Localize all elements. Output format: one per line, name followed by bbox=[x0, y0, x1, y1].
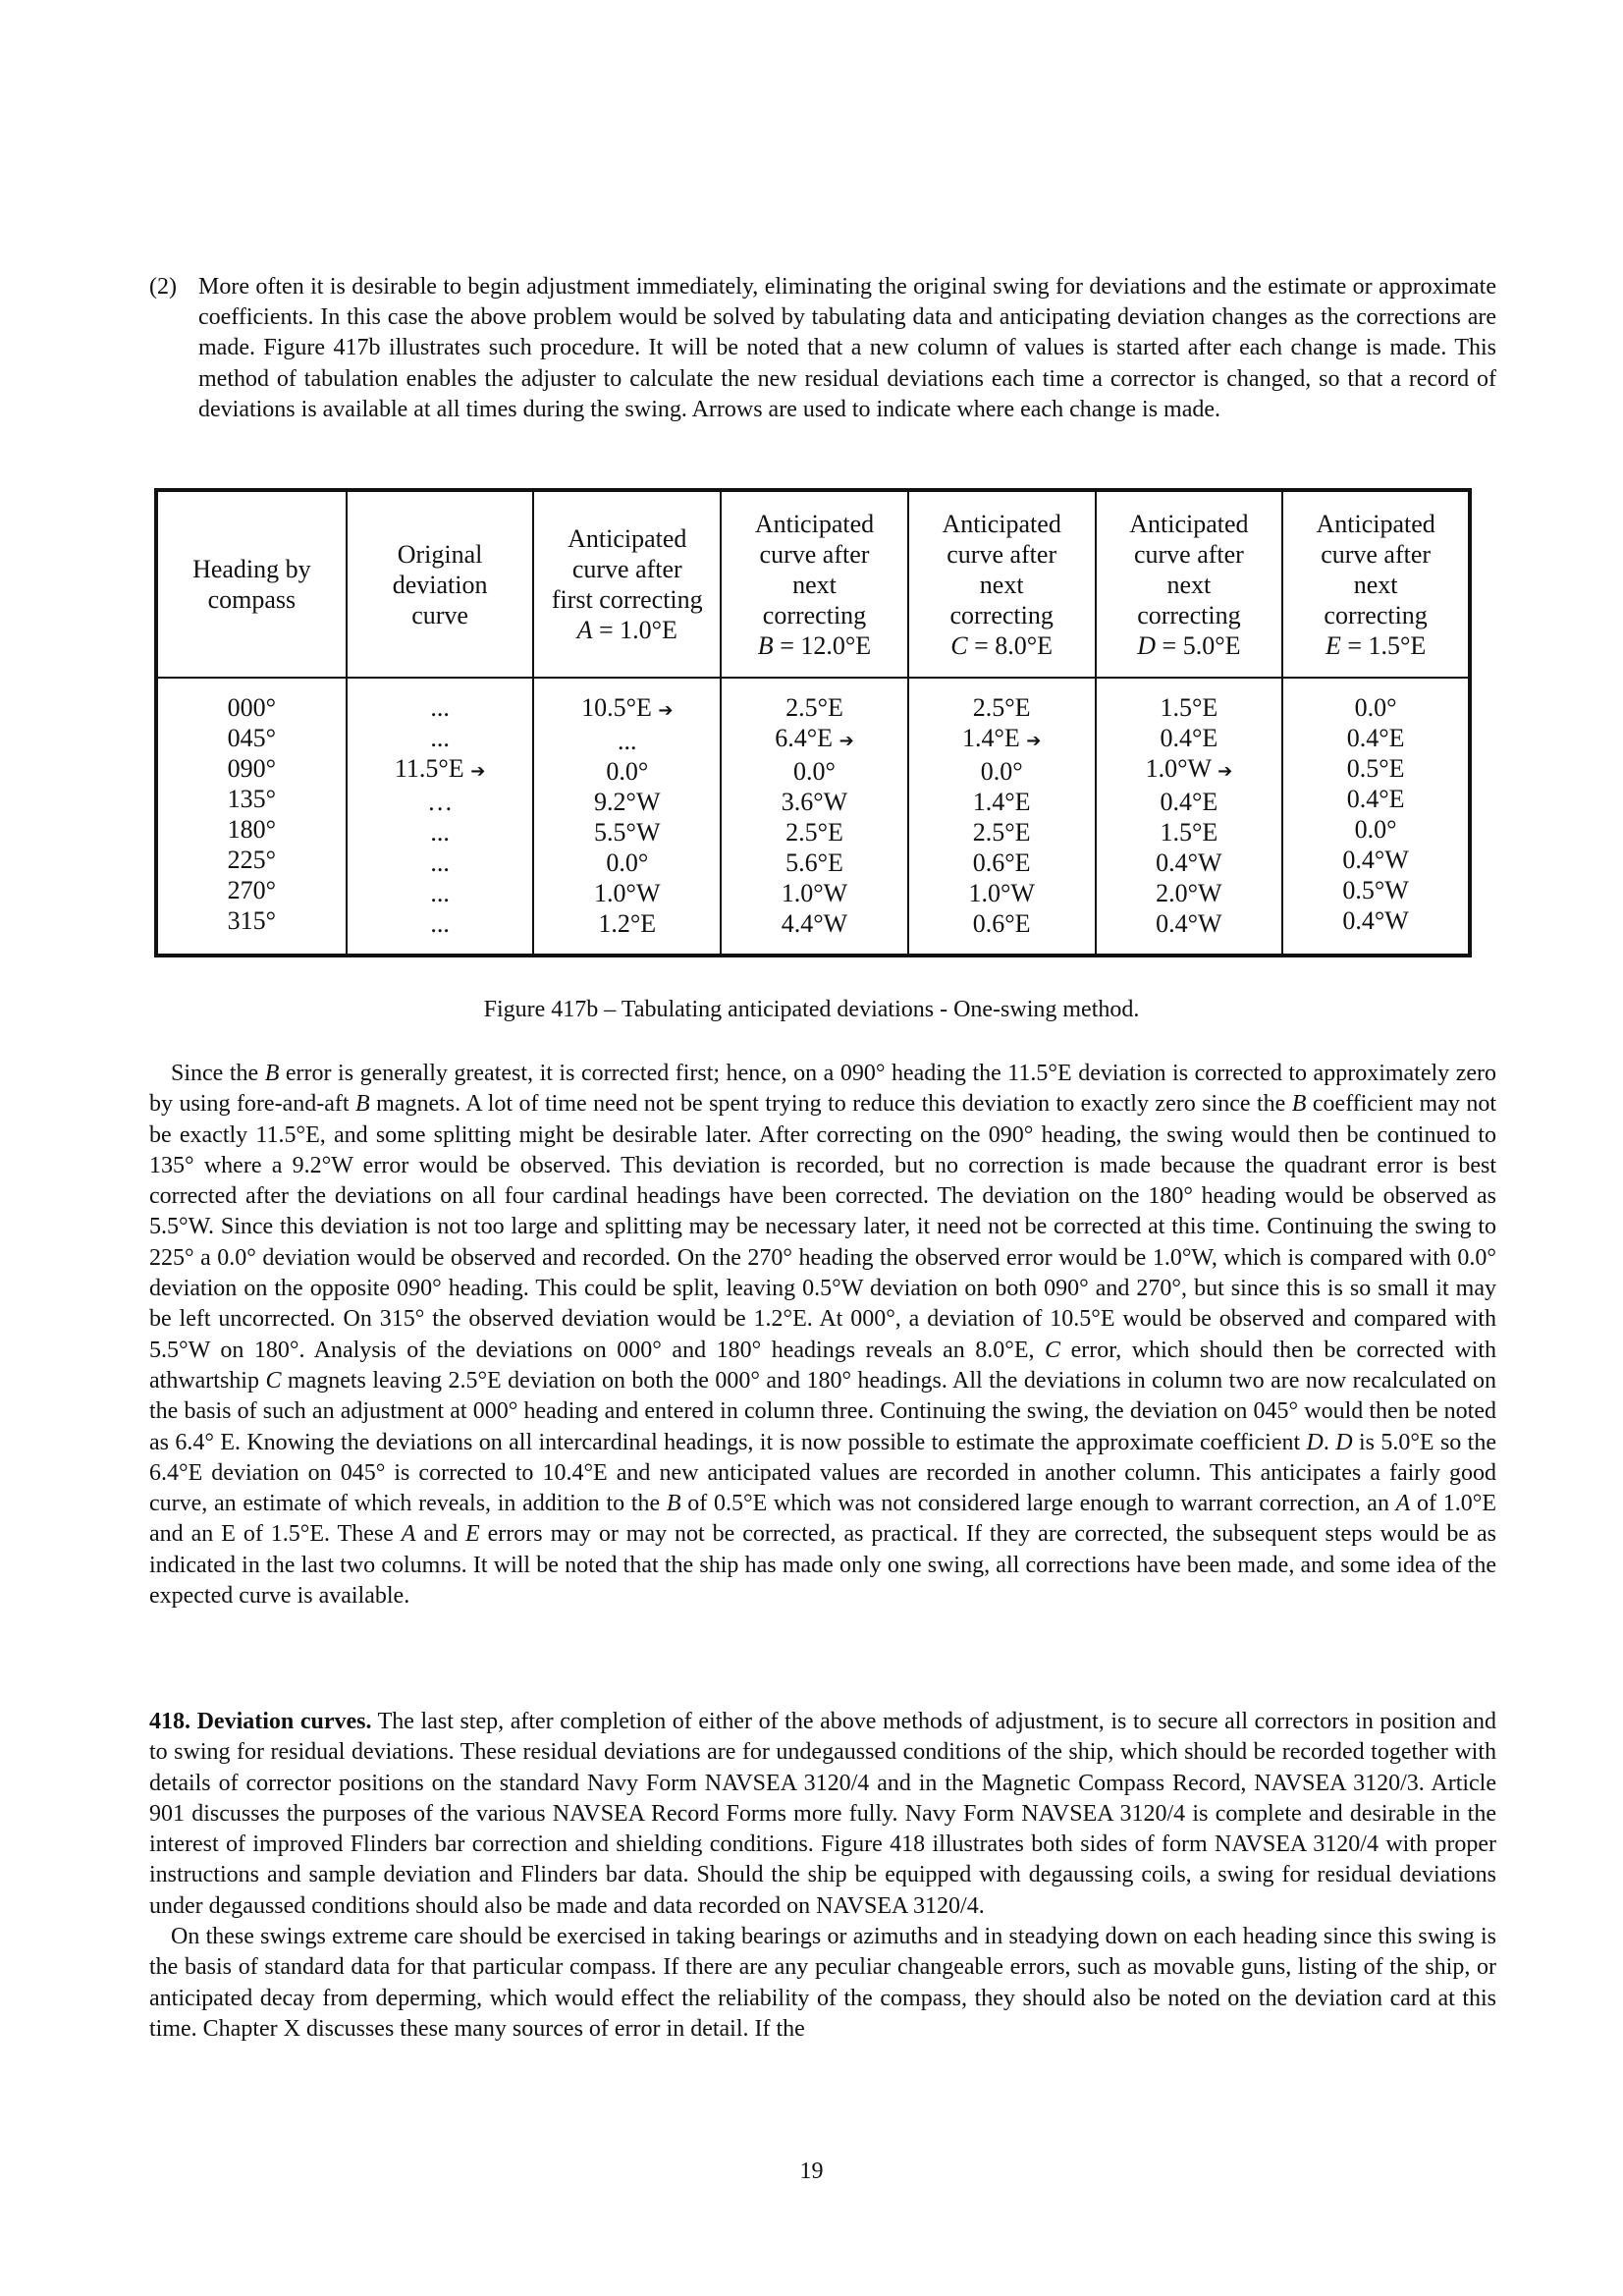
body-text-1 bbox=[149, 1059, 1496, 1612]
table-cell: 1.0°W bbox=[968, 879, 1035, 907]
section-number: 418 bbox=[149, 1709, 185, 1734]
column-header-line: Heading by bbox=[192, 555, 311, 583]
italic-coefficient: B bbox=[264, 1061, 280, 1086]
column-header bbox=[533, 490, 721, 678]
table-cell: 0.6°E bbox=[972, 909, 1031, 938]
table-cell: … bbox=[427, 788, 454, 816]
table-cell: 0.6°E bbox=[972, 848, 1031, 877]
column-header-line: Anticipated bbox=[568, 524, 687, 553]
table-cell: 11.5°E ➔ bbox=[394, 754, 486, 783]
column-header-line: correcting bbox=[1324, 600, 1428, 629]
italic-coefficient: D bbox=[1335, 1429, 1353, 1455]
table-cell: 1.0°W bbox=[594, 879, 661, 907]
column-header-line: curve after bbox=[1133, 539, 1244, 569]
column-header-line: curve after bbox=[947, 539, 1057, 569]
deviation-table bbox=[154, 488, 1472, 957]
intro-number: (2) bbox=[149, 274, 177, 300]
column-header-coefficient: C = 8.0°E bbox=[950, 630, 1054, 660]
table-cell: 0.4°E bbox=[1346, 785, 1405, 813]
table-cell: 135° bbox=[227, 785, 277, 813]
arrow-icon: ➔ bbox=[470, 761, 486, 782]
column-header bbox=[1282, 490, 1470, 678]
italic-coefficient: E bbox=[465, 1521, 480, 1548]
table-cell: 0.0° bbox=[1354, 693, 1397, 722]
column-header-line: correcting bbox=[949, 600, 1054, 629]
table-column-values bbox=[908, 678, 1096, 956]
column-header-line: Anticipated bbox=[754, 509, 875, 538]
table-cell: 000° bbox=[227, 693, 277, 722]
paragraph-one-swing-explanation: Since the B error is generally greatest, it is corrected first; hence, on a 090° heading the 11.5°E deviation is corrected to approximately zero by using fore-and-aft B magnets. A lot of time need not be spent trying to reduce this deviation to exactly zero since the B coefficient may not be exactly 11.5°E, and some splitting might be desirable later. After correcting on the 090° heading, the swing would then be continued to 135° where a 9.2°W error would be observed. This deviation is recorded, but no correction is made because the quadrant error is best corrected after the deviations on all four cardinal headings have been corrected. The deviation on the 180° heading would be observed as 5.5°W. Since this deviation is not too large and splitting may be necessary later, it need not be corrected at this time. Continuing the swing to 225° a 0.0° deviation would be observed and recorded. On the 270° heading the observed error would be 1.0°W, which is compared with 0.0° deviation on the opposite 090° heading. This could be split, leaving 0.5°W deviation on both 090° and 270°, but since this is so small it may be left uncorrected. On 315° the observed deviation would be 1.2°E. At 000°, a deviation of 10.5°E would be observed and compared with 5.5°W on 180°. Analysis of the deviations on 000° and 180° headings reveals an 8.0°E, C error, which should then be corrected with athwartship C magnets leaving 2.5°E deviation on both the 000° and 180° headings. All the deviations in column two are now recalculated on the basis of such an adjustment at 000° heading and entered in column three. Continuing the swing, the deviation on 045° would then be noted as 6.4° E. Knowing the deviations on all intercardinal headings, it is now possible to estimate the approximate coefficient D. D is 5.0°E so the 6.4°E deviation on 045° is corrected to 10.4°E and new anticipated values are recorded in another column. This anticipates a fairly good curve, an estimate of which reveals, in addition to the B of 0.5°E which was not considered large enough to warrant correction, an A of 1.0°E and an E of 1.5°E. These A and E errors may or may not be corrected, as practical. If they are corrected, the subsequent steps would be as indicated in the last two columns. It will be noted that the ship has made only one swing, all corrections have been made, and some idea of the expected curve is available. bbox=[149, 1061, 1497, 1610]
italic-coefficient: B bbox=[355, 1091, 370, 1118]
table-cell: 1.4°E bbox=[972, 788, 1031, 816]
arrow-icon: ➔ bbox=[839, 731, 854, 751]
paragraph-swings-care: On these swings extreme care should be exercised in taking bearings or azimuths and in steadying down on each heading since this swing is the basis of standard data for that particular compass. If there are any peculiar changeable errors, such as movable guns, listing of the ship, or anticipated decay from deperming, which would effect the reliability of the compass, they should also be noted on the deviation card at this time. Chapter X discusses these many sources of error in detail. If the bbox=[149, 1924, 1496, 2042]
column-header bbox=[1096, 490, 1283, 678]
section-418-paragraph: 418. Deviation curves. The last step, after completion of either of the above methods of adjustment, is to secure all correctors in position and to swing for residual deviations. These residual deviations are for undegaussed conditions of the ship, which should be recorded together with details of corrector positions on the standard Navy Form NAVSEA 3120/4 and in the Magnetic Compass Record, NAVSEA 3120/3. Article 901 discusses the purposes of the various NAVSEA Record Forms more fully. Navy Form NAVSEA 3120/4 is complete and desirable in the interest of improved Flinders bar correction and shielding conditions. Figure 418 illustrates both sides of form NAVSEA 3120/4 with proper instructions and sample deviation and Flinders bar data. Should the ship be equipped with degaussing coils, a swing for residual deviations under degaussed conditions should also be made and data recorded on NAVSEA 3120/4. bbox=[149, 1709, 1496, 1919]
table-cell: 0.4°W bbox=[1342, 906, 1409, 935]
column-header-line: next bbox=[979, 570, 1024, 599]
column-header-line: curve after bbox=[571, 555, 682, 583]
table-cell: 315° bbox=[227, 906, 277, 935]
table-cell: 0.5°E bbox=[1346, 754, 1405, 783]
table-cell: 090° bbox=[227, 754, 277, 783]
table-cell: ... bbox=[430, 909, 450, 938]
italic-coefficient: A bbox=[401, 1521, 416, 1548]
italic-coefficient: D bbox=[1306, 1429, 1324, 1455]
italic-coefficient: B bbox=[1291, 1091, 1307, 1118]
column-header-coefficient: E = 1.5°E bbox=[1325, 630, 1427, 660]
table-cell: 0.5°W bbox=[1342, 876, 1409, 904]
table-cell: 045° bbox=[227, 724, 277, 752]
table-cell: 0.0° bbox=[793, 757, 836, 786]
table-column-values bbox=[1282, 678, 1470, 956]
table-cell: 5.5°W bbox=[594, 818, 661, 847]
table-body bbox=[156, 678, 1470, 956]
column-header-line: deviation bbox=[392, 570, 488, 599]
column-header-line: curve after bbox=[1321, 539, 1432, 569]
table-cell: 1.0°W bbox=[781, 879, 848, 907]
table-column-values bbox=[156, 678, 347, 956]
table-cell: 3.6°W bbox=[781, 788, 848, 816]
page-number: 19 bbox=[799, 2159, 824, 2184]
table-cell: 1.4°E ➔ bbox=[961, 724, 1042, 752]
table-cell: 2.5°E bbox=[972, 818, 1031, 847]
table-cell: 0.4°W bbox=[1156, 909, 1222, 938]
table-cell: 225° bbox=[227, 846, 277, 874]
table-row bbox=[156, 678, 1470, 956]
table-cell: 6.4°E ➔ bbox=[775, 724, 854, 752]
column-header bbox=[721, 490, 908, 678]
table-cell: 0.0° bbox=[980, 757, 1023, 786]
table-cell: 0.4°E bbox=[1160, 724, 1218, 752]
column-header-line: next bbox=[1353, 570, 1398, 599]
table-cell: 0.0° bbox=[606, 757, 649, 786]
table-cell: 0.4°W bbox=[1156, 848, 1222, 877]
italic-coefficient: A bbox=[1395, 1491, 1411, 1517]
column-header-line: Anticipated bbox=[1316, 509, 1435, 538]
column-header-line: next bbox=[792, 570, 837, 599]
italic-coefficient: C bbox=[265, 1367, 282, 1394]
column-header-coefficient: D = 5.0°E bbox=[1137, 630, 1241, 660]
column-header-coefficient: B = 12.0°E bbox=[757, 630, 872, 660]
column-header bbox=[908, 490, 1096, 678]
table-cell: 270° bbox=[227, 876, 277, 904]
column-header-coefficient: A = 1.0°E bbox=[576, 616, 677, 644]
table-cell: ... bbox=[430, 848, 450, 877]
table-cell: 4.4°W bbox=[781, 909, 848, 938]
table-cell: 2.0°W bbox=[1156, 879, 1222, 907]
table-cell: 0.0° bbox=[606, 848, 649, 877]
table-cell: 180° bbox=[227, 815, 277, 844]
arrow-icon: ➔ bbox=[658, 700, 674, 721]
table-column-values bbox=[1096, 678, 1283, 956]
column-header-line: Original bbox=[397, 539, 483, 569]
table-cell: 1.5°E bbox=[1160, 693, 1218, 722]
column-header-line: Anticipated bbox=[1129, 509, 1249, 538]
table-cell: 2.5°E bbox=[785, 818, 843, 847]
figure-caption: Figure 417b – Tabulating anticipated deviations - One-swing method. bbox=[483, 997, 1140, 1022]
column-header-line: compass bbox=[207, 585, 297, 614]
column-header-line: first correcting bbox=[551, 585, 703, 614]
column-header-line: next bbox=[1166, 570, 1212, 599]
column-header-line: curve bbox=[411, 600, 468, 629]
table-cell: 10.5°E ➔ bbox=[581, 693, 674, 722]
table-cell: 9.2°W bbox=[594, 788, 661, 816]
column-header-line: Anticipated bbox=[942, 509, 1061, 538]
intro-paragraph bbox=[149, 272, 1496, 425]
body-text-2 bbox=[149, 1707, 1496, 2045]
table-cell: 0.4°E bbox=[1346, 724, 1405, 752]
intro-text: More often it is desirable to begin adjustment immediately, eliminating the original swing for deviations and the estimate or approximate coefficients. In this case the above problem would be solved by tabulating data and anticipating deviation changes as the corrections are made. Figure 417b illustrates such procedure. It will be noted that a new column of values is started after each change is made. This method of tabulation enables the adjuster to calculate the new residual deviations each time a corrector is changed, so that a record of deviations is available at all times during the swing. Arrows are used to indicate where each change is made. bbox=[198, 274, 1496, 422]
table-cell: ... bbox=[430, 724, 450, 752]
table-cell: 1.2°E bbox=[598, 909, 657, 938]
table-header-row bbox=[156, 490, 1470, 678]
table-cell: 1.0°W ➔ bbox=[1145, 754, 1233, 783]
table-cell: 0.0° bbox=[1354, 815, 1397, 844]
table-cell: 2.5°E bbox=[972, 693, 1031, 722]
arrow-icon: ➔ bbox=[1217, 761, 1233, 782]
table-column-values bbox=[347, 678, 534, 956]
section-text: The last step, after completion of either of the above methods of adjustment, is to secure all correctors in position and to swing for residual deviations. These residual deviations are for undegaussed conditions of the ship, which should be recorded together with details of corrector positions on the standard Navy Form NAVSEA 3120/4 and in the Magnetic Compass Record, NAVSEA 3120/3. Article 901 discusses the purposes of the various NAVSEA Record Forms more fully. Navy Form NAVSEA 3120/4 is complete and desirable in the interest of improved Flinders bar correction and shielding conditions. Figure 418 illustrates both sides of form NAVSEA 3120/4 with proper instructions and sample deviation and Flinders bar data. Should the ship be equipped with degaussing coils, a swing for residual deviations under degaussed conditions should also be made and data recorded on NAVSEA 3120/4. bbox=[149, 1709, 1496, 1919]
table-cell: ... bbox=[430, 879, 450, 907]
table-cell: ... bbox=[618, 727, 637, 755]
table-cell: 0.4°W bbox=[1342, 846, 1409, 874]
column-header-line: correcting bbox=[1137, 600, 1241, 629]
table-cell: 2.5°E bbox=[785, 693, 843, 722]
column-header-line: correcting bbox=[762, 600, 867, 629]
italic-coefficient: B bbox=[666, 1491, 681, 1517]
table-column-values bbox=[721, 678, 908, 956]
column-header bbox=[347, 490, 534, 678]
column-header-line: curve after bbox=[759, 539, 870, 569]
table-column-values bbox=[533, 678, 721, 956]
column-header bbox=[156, 490, 347, 678]
table-cell: 0.4°E bbox=[1160, 788, 1218, 816]
section-title: Deviation curves. bbox=[196, 1709, 372, 1734]
table-cell: 1.5°E bbox=[1160, 818, 1218, 847]
table-cell: ... bbox=[430, 693, 450, 722]
arrow-icon: ➔ bbox=[1026, 731, 1042, 751]
table-cell: 5.6°E bbox=[785, 848, 843, 877]
table-cell: ... bbox=[430, 818, 450, 847]
italic-coefficient: C bbox=[1045, 1337, 1061, 1363]
